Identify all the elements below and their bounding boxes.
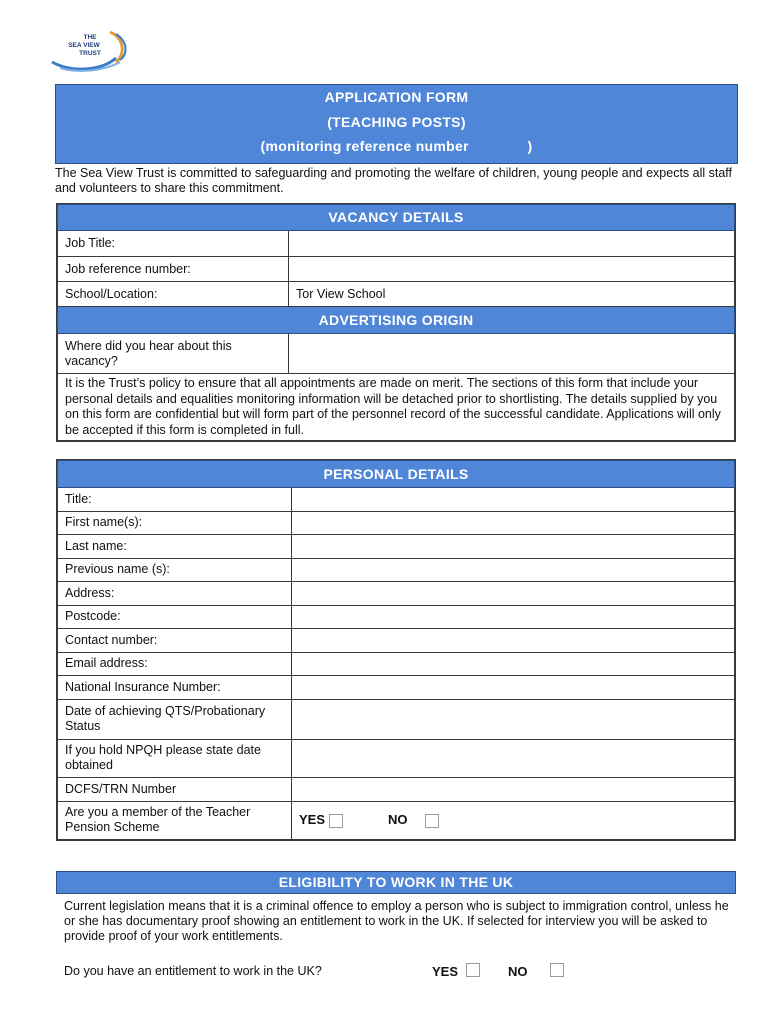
work-entitlement-no-checkbox[interactable]	[550, 963, 564, 977]
dcfs-trn-field[interactable]	[292, 777, 735, 801]
job-reference-label: Job reference number:	[58, 257, 289, 282]
ni-number-field[interactable]	[292, 676, 735, 700]
npqh-date-label: If you hold NPQH please state date obtained	[58, 739, 292, 777]
personal-details-heading: PERSONAL DETAILS	[58, 461, 735, 488]
last-name-label: Last name:	[58, 535, 292, 559]
pension-no-checkbox[interactable]	[425, 814, 439, 828]
header-subtitle: (TEACHING POSTS)	[327, 113, 466, 130]
address-label: Address:	[58, 582, 292, 606]
postcode-field[interactable]	[292, 605, 735, 629]
wave-logo-icon	[50, 28, 130, 74]
address-field[interactable]	[292, 582, 735, 606]
previous-name-label: Previous name (s):	[58, 558, 292, 582]
ni-number-label: National Insurance Number:	[58, 676, 292, 700]
job-title-field[interactable]	[289, 231, 735, 257]
school-location-field[interactable]: Tor View School	[289, 282, 735, 307]
vacancy-section	[56, 203, 736, 442]
contact-number-label: Contact number:	[58, 629, 292, 653]
title-label: Title:	[58, 488, 292, 512]
previous-name-field[interactable]	[292, 558, 735, 582]
logo-line-3: TRUST	[79, 50, 101, 57]
pension-scheme-options	[292, 801, 735, 839]
qts-date-field[interactable]	[292, 699, 735, 739]
pension-no-label: NO	[387, 812, 408, 827]
logo-line-1: THE	[83, 34, 97, 41]
sea-view-trust-logo	[50, 28, 130, 74]
npqh-date-field[interactable]	[292, 739, 735, 777]
contact-number-field[interactable]	[292, 629, 735, 653]
advertising-heading: ADVERTISING ORIGIN	[58, 307, 735, 334]
first-name-label: First name(s):	[58, 511, 292, 535]
work-entitlement-yes-checkbox[interactable]	[466, 963, 480, 977]
work-entitlement-yes-label: YES	[432, 964, 459, 979]
dcfs-trn-label: DCFS/TRN Number	[58, 777, 292, 801]
logo-line-2: SEA VIEW	[68, 42, 100, 49]
school-location-label: School/Location:	[58, 282, 289, 307]
pension-yes-label: YES	[299, 812, 326, 827]
email-label: Email address:	[58, 652, 292, 676]
personal-details-section	[56, 459, 736, 841]
title-field[interactable]	[292, 488, 735, 512]
job-reference-field[interactable]	[289, 257, 735, 282]
email-field[interactable]	[292, 652, 735, 676]
form-header	[55, 84, 738, 164]
work-entitlement-row	[64, 963, 734, 981]
pension-scheme-label: Are you a member of the Teacher Pension Scheme	[58, 801, 292, 839]
vacancy-source-label: Where did you hear about this vacancy?	[58, 334, 289, 374]
job-title-label: Job Title:	[58, 231, 289, 257]
eligibility-text: Current legislation means that it is a criminal offence to employ a person who is subject to immigration control, unless he or she has documentary proof showing an entitlement to work in the UK. If selected for interview you will be asked to provide proof of your work entitlements.	[64, 899, 729, 943]
trust-policy-text: It is the Trust’s policy to ensure that all appointments are made on merit. The sections of this form that include your personal details and equalities monitoring information will be detached prior to shortlisting. The details supplied by you on this form are confidential but will form part of the personnel record of the successful candidate. Applications will only be accepted if this form is completed in full.	[58, 374, 735, 441]
vacancy-heading: VACANCY DETAILS	[58, 205, 735, 231]
work-entitlement-question: Do you have an entitlement to work in the UK?	[64, 964, 322, 978]
intro-statement: The Sea View Trust is committed to safeguarding and promoting the welfare of children, young people and expects all staff and volunteers to share this commitment.	[55, 166, 733, 195]
first-name-field[interactable]	[292, 511, 735, 535]
header-title: APPLICATION FORM	[324, 89, 469, 105]
header-monitoring-reference: (monitoring reference number )	[260, 138, 533, 154]
pension-yes-checkbox[interactable]	[329, 814, 343, 828]
work-entitlement-no-label: NO	[508, 964, 528, 979]
qts-date-label: Date of achieving QTS/Probationary Status	[58, 699, 292, 739]
postcode-label: Postcode:	[58, 605, 292, 629]
vacancy-source-field[interactable]	[289, 334, 735, 374]
eligibility-heading: ELIGIBILITY TO WORK IN THE UK	[56, 871, 736, 894]
last-name-field[interactable]	[292, 535, 735, 559]
